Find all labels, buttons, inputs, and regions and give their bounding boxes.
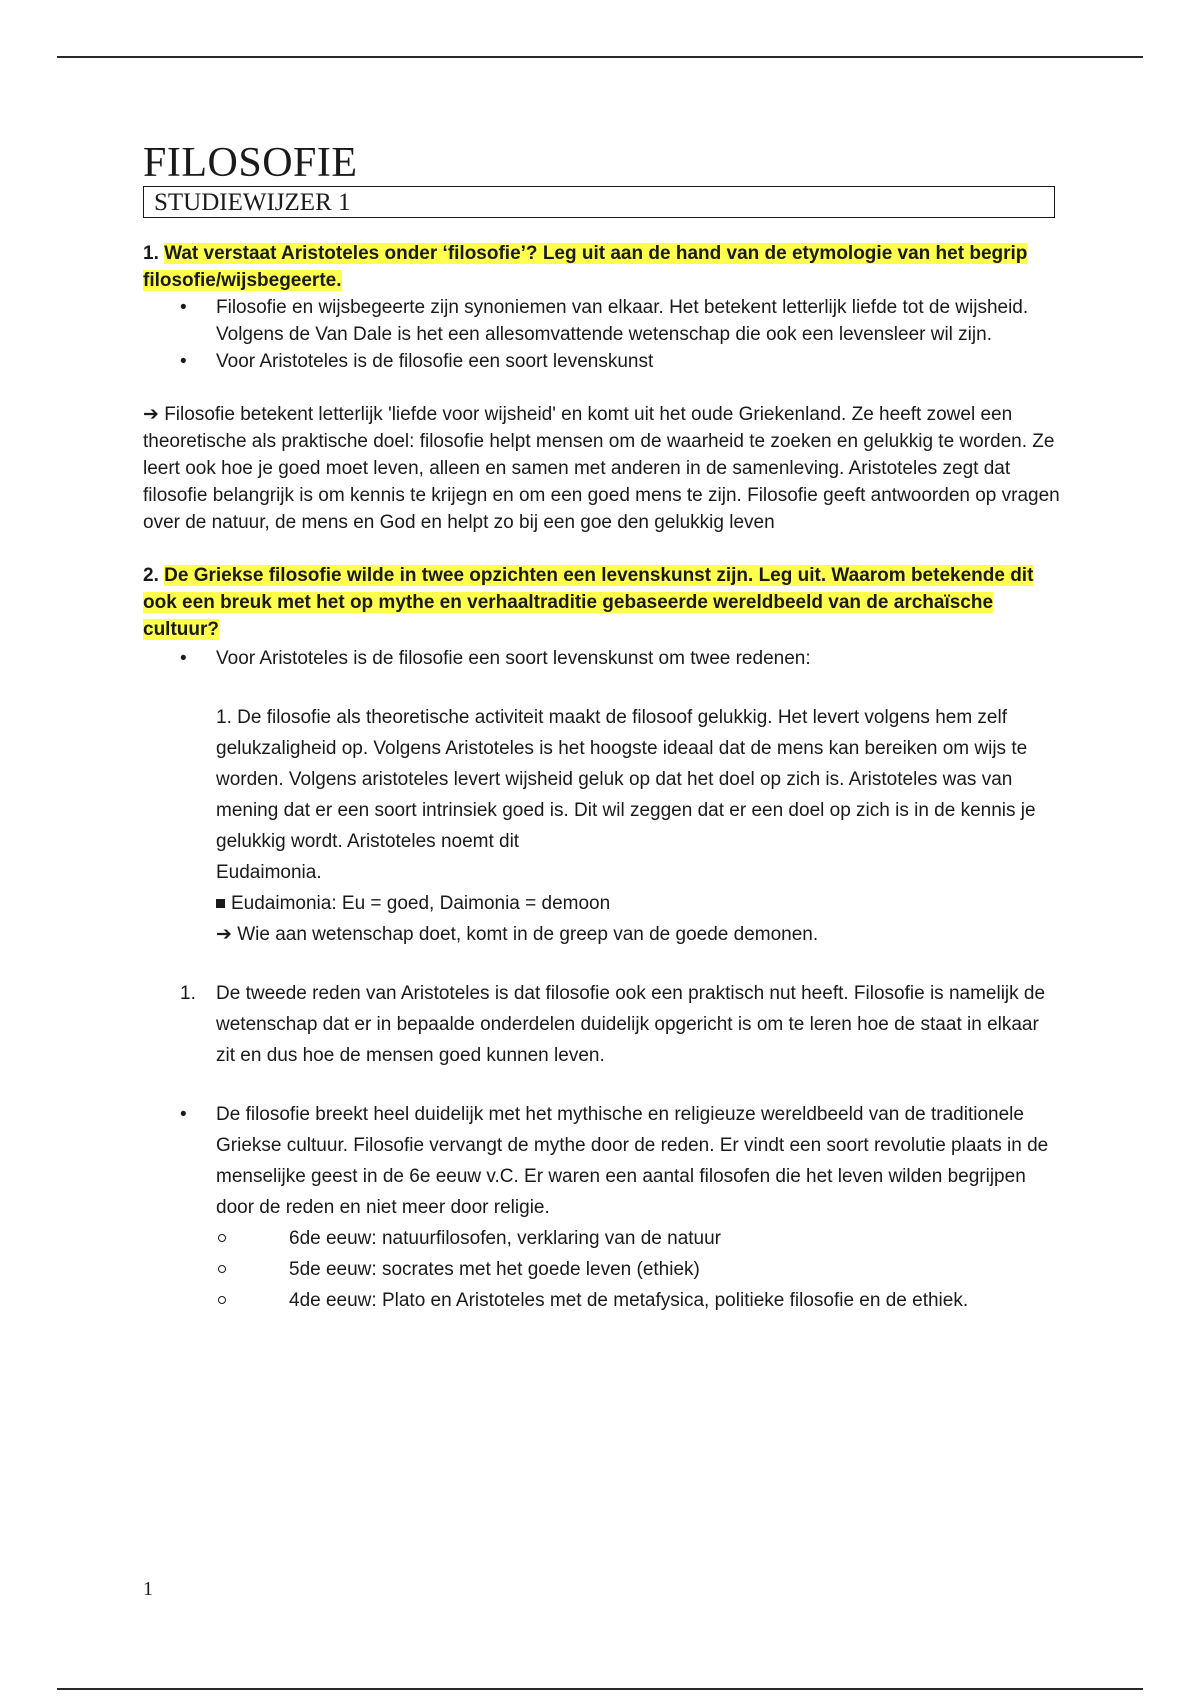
eudaimonia-definition bbox=[216, 888, 1060, 919]
question-2-text-line3: cultuur? bbox=[143, 619, 219, 640]
document-content bbox=[143, 140, 1060, 1316]
arrow-right-icon: ➔ bbox=[143, 404, 159, 425]
eudaimonia-note-text: Wie aan wetenschap doet, komt in de greep van de goede demonen. bbox=[237, 924, 819, 945]
era-text: 6de eeuw: natuurfilosofen, verklaring van de natuur bbox=[289, 1228, 721, 1249]
bullet-icon: • bbox=[180, 297, 187, 318]
question-2-text-line1: De Griekse filosofie wilde in twee opzichten een levenskunst zijn. Leg uit. Waarom betekende dit bbox=[164, 565, 1034, 586]
era-text: 4de eeuw: Plato en Aristoteles met de metafysica, politieke filosofie en de ethiek. bbox=[289, 1290, 969, 1311]
question-1-summary bbox=[143, 401, 1060, 536]
question-2 bbox=[143, 562, 1060, 643]
arrow-right-icon: ➔ bbox=[216, 924, 232, 945]
question-1-text-line2: filosofie/wijsbegeerte. bbox=[143, 270, 342, 291]
reason-2 bbox=[143, 978, 1060, 1071]
list-item bbox=[143, 348, 1060, 375]
question-2-text-line2: ook een breuk met het op mythe en verhaaltraditie gebaseerde wereldbeeld van de archaïsche bbox=[143, 592, 994, 613]
question-2-bullets-2 bbox=[143, 1099, 1060, 1316]
reason-2-text: De tweede reden van Aristoteles is dat filosofie ook een praktisch nut heeft. Filosofie is namelijk de wetenschap dat er in bepaalde onderdelen duidelijk opgericht is om te leren hoe de staat in elkaar zit en dus hoe de mensen goed kunnen leven. bbox=[216, 983, 1046, 1066]
square-bullet-icon bbox=[216, 899, 225, 908]
circle-bullet-icon bbox=[218, 1234, 226, 1242]
question-1-bullets bbox=[143, 294, 1060, 375]
reason-1-term: Eudaimonia. bbox=[216, 862, 322, 883]
list-item bbox=[143, 643, 1060, 674]
list-item bbox=[143, 1099, 1060, 1316]
list-item bbox=[216, 1254, 1060, 1285]
bullet-text: Voor Aristoteles is de filosofie een soort levenskunst bbox=[216, 351, 654, 372]
list-item bbox=[216, 1285, 1060, 1316]
question-1-text-line1: Wat verstaat Aristoteles onder ‘filosofie’? Leg uit aan de hand van de etymologie van het begrip bbox=[164, 243, 1028, 264]
question-2-bullets bbox=[143, 643, 1060, 674]
reason-2-number: 1. bbox=[180, 983, 196, 1004]
eudaimonia-note bbox=[216, 919, 1060, 950]
eudaimonia-definition-text: Eudaimonia: Eu = goed, Daimonia = demoon bbox=[231, 893, 611, 914]
bullet-icon: • bbox=[180, 351, 187, 372]
list-item bbox=[216, 1223, 1060, 1254]
reason-1-text: 1. De filosofie als theoretische activiteit maakt de filosoof gelukkig. Het levert volgens hem zelf gelukzaligheid op. Volgens Aristoteles is het hoogste ideaal dat de mens kan bereiken om wijs te worden. Volgens aristoteles levert wijsheid geluk op dat het doel op zich is. Aristoteles was van mening dat er een soort intrinsiek goed is. Dit wil zeggen dat er een doel op zich is in de kennis je gelukkig wordt. Aristoteles noemt dit bbox=[216, 707, 1036, 852]
bullet-text: Filosofie en wijsbegeerte zijn synoniemen van elkaar. Het betekent letterlijk liefde tot de wijsheid. Volgens de Van Dale is het een allesomvattende wetenschap die ook een levensleer wil zijn. bbox=[216, 297, 1029, 345]
bullet-icon: • bbox=[180, 1104, 187, 1125]
bottom-rule bbox=[57, 1688, 1143, 1690]
bullet-text: De filosofie breekt heel duidelijk met het mythische en religieuze wereldbeeld van de traditionele Griekse cultuur. Filosofie vervangt de mythe door de reden. Er vindt een soort revolutie plaats in de menselijke geest in de 6e eeuw v.C. Er waren een aantal filosofen die het leven wilden begrijpen door de reden en niet meer door religie. bbox=[216, 1104, 1049, 1218]
question-1-number: 1. bbox=[143, 243, 159, 264]
question-1 bbox=[143, 240, 1060, 294]
top-rule bbox=[57, 56, 1143, 58]
bullet-icon: • bbox=[180, 648, 187, 669]
document-subtitle: STUDIEWIJZER 1 bbox=[143, 186, 1055, 218]
bullet-text: Voor Aristoteles is de filosofie een soort levenskunst om twee redenen: bbox=[216, 648, 811, 669]
page-number: 1 bbox=[143, 1578, 153, 1600]
circle-bullet-icon bbox=[218, 1296, 226, 1304]
question-2-number: 2. bbox=[143, 565, 159, 586]
document-title: FILOSOFIE bbox=[143, 140, 358, 186]
eras-list bbox=[216, 1223, 1060, 1316]
summary-text: Filosofie betekent letterlijk 'liefde voor wijsheid' en komt uit het oude Griekenland. Ze heeft zowel een theoretische als praktische doel: filosofie helpt mensen om de waarheid te zoeken en gelukkig te worden. Ze leert ook hoe je goed moet leven, alleen en samen met anderen in de samenleving. Aristoteles zegt dat filosofie belangrijk is om kennis te krijegn en om een goed mens te zijn. Filosofie geeft antwoorden op vragen over de natuur, de mens en God en helpt zo bij een goe den gelukkig leven bbox=[143, 404, 1060, 533]
list-item bbox=[143, 294, 1060, 348]
reason-1 bbox=[143, 702, 1060, 950]
era-text: 5de eeuw: socrates met het goede leven (ethiek) bbox=[289, 1259, 700, 1280]
circle-bullet-icon bbox=[218, 1265, 226, 1273]
